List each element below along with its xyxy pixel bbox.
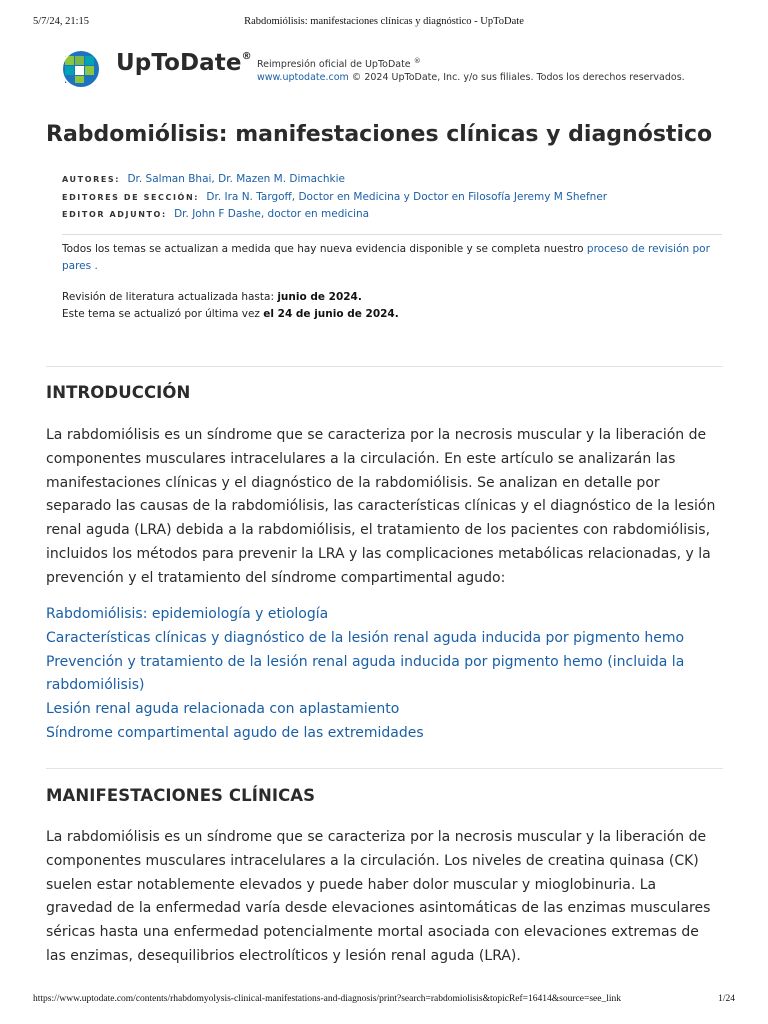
related-topic-link[interactable]: Prevención y tratamiento de la lesión renal aguda inducida por pigmento hemo (incluida la rabdomiólisis) — [46, 653, 685, 694]
print-date: 5/7/24, 21:15 — [33, 16, 90, 27]
copyright-text: © 2024 UpToDate, Inc. y/o sus filiales. Todos los derechos reservados. — [348, 72, 685, 84]
section-heading-introduction: INTRODUCCIÓN — [46, 383, 191, 402]
related-topic-link[interactable]: Características clínicas y diagnóstico de la lesión renal aguda inducida por pigmento hemo — [46, 629, 685, 646]
print-header — [33, 16, 735, 32]
print-footer — [33, 994, 735, 1008]
page-number: 1/24 — [718, 994, 735, 1004]
peer-review-link[interactable]: proceso de revisión por pares . — [62, 243, 710, 272]
credit-deputy-editor: EDITOR ADJUNTO: Dr. John F Dashe, doctor en medicina — [62, 208, 370, 220]
section-editors-link[interactable]: Dr. Ira N. Targoff, Doctor en Medicina y Doctor en Filosofía Jeremy M Shefner — [206, 190, 608, 203]
credit-section-editors: EDITORES DE SECCIÓN: Dr. Ira N. Targoff, Doctor en Medicina y Doctor en Filosofía Jeremy M Shefner — [62, 190, 608, 203]
last-updated-date: el 24 de junio de 2024. — [263, 307, 399, 320]
page-title: Rabdomiólisis: manifestaciones clínicas y diagnóstico — [46, 122, 713, 147]
section-divider — [46, 768, 723, 769]
section-heading-clinical-manifestations: MANIFESTACIONES CLÍNICAS — [46, 786, 316, 805]
authors-link[interactable]: Dr. Salman Bhai, Dr. Mazen M. Dimachkie — [127, 173, 345, 185]
related-topic-link[interactable]: Síndrome compartimental agudo de las extremidades — [46, 724, 424, 741]
divider — [62, 234, 722, 235]
print-url: https://www.uptodate.com/contents/rhabdomyolysis-clinical-manifestations-and-diagnosis/print?search=rabdomiolisis&topicRef=16414&source=see_link — [33, 994, 621, 1004]
site-link[interactable]: www.uptodate.com — [257, 72, 349, 84]
deputy-editor-link[interactable]: Dr. John F Dashe, doctor en medicina — [174, 208, 370, 220]
section-divider — [46, 366, 723, 367]
related-topic-link[interactable]: Rabdomiólisis: epidemiología y etiología — [46, 606, 329, 622]
review-dates: Revisión de literatura actualizada hasta: junio de 2024. Este tema se actualizó por última vez el 24 de junio de 2024. — [62, 291, 399, 320]
related-topic-link[interactable]: Lesión renal aguda relacionada con aplastamiento — [46, 701, 400, 718]
credits — [62, 171, 722, 224]
print-page-title: Rabdomiólisis: manifestaciones clínicas y diagnóstico - UpToDate — [244, 16, 524, 27]
credit-authors: AUTORES: Dr. Salman Bhai, Dr. Mazen M. Dimachkie — [62, 173, 345, 185]
reprint-line: Reimpresión oficial de UpToDate — [257, 59, 411, 71]
brand-name: UpToDate® — [116, 50, 252, 76]
literature-review-date: junio de 2024. — [277, 291, 362, 303]
update-notice: Todos los temas se actualizan a medida que hay nueva evidencia disponible y se completa nuestro proceso de revisión por pares . — [62, 243, 710, 272]
uptodate-logo-icon — [60, 48, 102, 90]
introduction-paragraph: La rabdomiólisis es un síndrome que se caracteriza por la necrosis muscular y la liberación de componentes musculares intracelulares a la circulación. En este artículo se analizarán las manifestaciones clínicas y el diagnóstico de la rabdomiólisis. Se analizan en detalle por separado las causas de la rabdomiólisis, las características clínicas y el diagnóstico de la lesión renal aguda (LRA) debida a la rabdomiólisis, el tratamiento de los pacientes con rabdomiólisis, incluidos los métodos para prevenir la LRA y las complicaciones metabólicas relacionadas, y la prevención y el tratamiento del síndrome compartimental agudo: — [46, 427, 716, 586]
related-topics-list — [46, 603, 722, 746]
reprint-notice: Reimpresión oficial de UpToDate ® www.uptodate.com © 2024 UpToDate, Inc. y/o sus filiales. Todos los derechos reservados. — [257, 57, 685, 84]
clinical-manifestations-paragraph: La rabdomiólisis es un síndrome que se caracteriza por la necrosis muscular y la liberación de componentes musculares intracelulares a la circulación. Los niveles de creatina quinasa (CK) suelen estar notablemente elevados y puede haber dolor muscular y mioglobinuria. La gravedad de la enfermedad varía desde elevaciones asintomáticas de las enzimas musculares séricas hasta una enfermedad potencialmente mortal asociada con elevaciones extremas de las enzimas, desequilibrios electrolíticos y lesión renal aguda (LRA). — [46, 829, 711, 964]
